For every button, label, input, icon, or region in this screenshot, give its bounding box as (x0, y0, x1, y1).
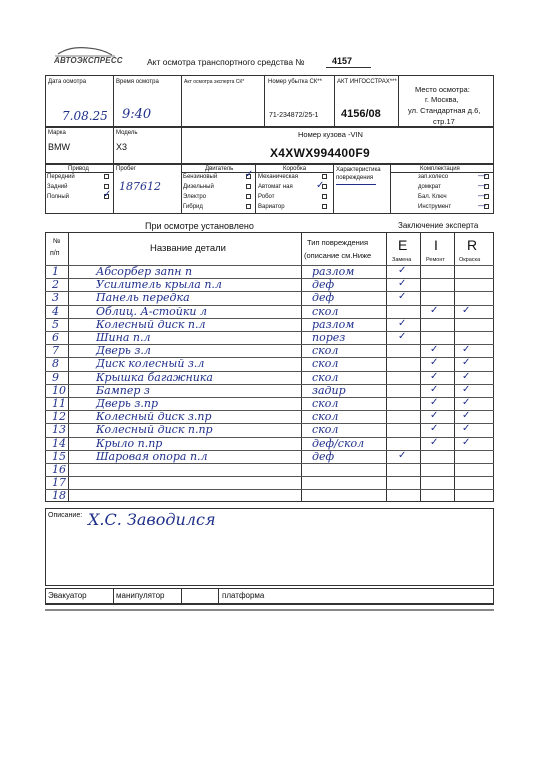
damage-char-underline (336, 184, 376, 185)
num-header-1: № (53, 238, 61, 245)
row-damage-type: деф (312, 450, 335, 463)
logo (50, 44, 123, 66)
row-damage-type: задир (312, 384, 346, 397)
row-number: 3 (52, 291, 59, 304)
row-divider (45, 476, 494, 477)
row-part-name: Абсорбер запн п (96, 265, 193, 278)
model-label: Модель (116, 130, 138, 136)
logo-text: АВТОЭКСПРЕСС (54, 56, 123, 65)
row-check-e-icon: ✓ (398, 450, 407, 461)
engine-diesel: Дизельный (183, 184, 214, 190)
engine-petrol-check-icon: ✓ (245, 169, 254, 180)
row-damage-type: скол (312, 344, 339, 357)
row-damage-type: скол (312, 397, 339, 410)
row-check-i-icon: ✓ (430, 410, 439, 421)
row-damage-type: деф/скол (312, 437, 365, 450)
row-check-i-icon: ✓ (430, 397, 439, 408)
row-part-name: Дверь з.пр (96, 397, 159, 410)
mileage-label: Пробег (116, 166, 136, 172)
row-number: 14 (52, 437, 66, 450)
inspection-time-label: Время осмотра (116, 79, 159, 85)
row-part-name: Крышка багажника (96, 371, 213, 384)
row-number: 10 (52, 384, 66, 397)
row-check-r-icon: ✓ (462, 410, 471, 421)
gearbox-automatic-check-icon: ✓ (316, 180, 325, 191)
platform-label: платформа (222, 591, 265, 600)
place-label: Место осмотра: (415, 85, 470, 94)
sub-paint: Окраска (459, 257, 481, 263)
row-divider (45, 489, 494, 490)
row-damage-type: разлом (312, 265, 355, 278)
row-check-r-icon: ✓ (462, 344, 471, 355)
row-number: 13 (52, 423, 66, 436)
row-check-i-icon: ✓ (430, 423, 439, 434)
inspection-date-value: 7.08.25 (62, 109, 108, 123)
row-check-r-icon: ✓ (462, 371, 471, 382)
row-part-name: Усилитель крыла п.л (96, 278, 222, 291)
place-line-1: г. Москва, (425, 95, 459, 104)
place-line-3: стр.17 (433, 117, 455, 126)
row-divider (45, 463, 494, 464)
row-part-name: Колесный диск з.пр (96, 410, 212, 423)
engine-electric-checkbox[interactable] (246, 194, 251, 199)
row-check-i-icon: ✓ (430, 437, 439, 448)
row-check-r-icon: ✓ (462, 397, 471, 408)
equipment-spare-wheel: зап.колесо (418, 174, 449, 180)
manipulator-label: манипулятор (116, 591, 165, 600)
row-check-r-icon: ✓ (462, 305, 471, 316)
num-header-2: п/п (50, 250, 60, 257)
row-check-e-icon: ✓ (398, 265, 407, 276)
row-number: 16 (52, 463, 66, 476)
drive-full: Полный (47, 194, 69, 200)
equipment-wheel-wrench: Бал. Ключ (418, 194, 447, 200)
engine-electric: Электро (183, 194, 207, 200)
vin-value: X4XWX994400F9 (270, 146, 370, 160)
row-number: 7 (52, 344, 59, 357)
description-label: Описание: (48, 512, 83, 519)
engine-petrol: Бензиновый (183, 174, 218, 180)
row-check-i-icon: ✓ (430, 305, 439, 316)
row-part-name: Дверь з.л (96, 344, 151, 357)
row-check-r-icon: ✓ (462, 423, 471, 434)
gearbox-automatic: Автомат ная (258, 184, 293, 190)
gearbox-robot-checkbox[interactable] (322, 194, 327, 199)
expert-title: Заключение эксперта (398, 221, 479, 230)
row-check-e-icon: ✓ (398, 291, 407, 302)
row-part-name: Колесный диск п.пр (96, 423, 213, 436)
row-check-i-icon: ✓ (430, 384, 439, 395)
row-part-name: Шина п.л (96, 331, 151, 344)
row-part-name: Шаровая опора п.л (96, 450, 208, 463)
gearbox-robot: Робот (258, 194, 275, 200)
drive-full-check-icon: ✓ (103, 189, 112, 200)
row-part-name: Диск колесный з.л (96, 357, 205, 370)
section-title: При осмотре установлено (145, 221, 254, 231)
sub-replace: Замена (392, 257, 412, 263)
row-number: 17 (52, 476, 66, 489)
row-number: 4 (52, 305, 59, 318)
row-damage-type: деф (312, 291, 335, 304)
drive-front-checkbox[interactable] (104, 174, 109, 179)
row-part-name: Крыло п.пр (96, 437, 163, 450)
row-number: 2 (52, 278, 59, 291)
gearbox-label: Коробка (283, 166, 307, 172)
mileage-value: 187612 (119, 180, 161, 193)
claim-number-label: Номер убытка СК** (268, 79, 322, 85)
row-part-name: Панель передка (96, 291, 190, 304)
row-number: 18 (52, 489, 66, 502)
engine-diesel-checkbox[interactable] (246, 184, 251, 189)
row-damage-type: скол (312, 305, 339, 318)
ingosstrakh-act: 4156/08 (341, 108, 381, 120)
row-number: 1 (52, 265, 59, 278)
row-damage-type: разлом (312, 318, 355, 331)
drive-rear: Задний (47, 184, 68, 190)
damage-char-label-2: повреждения (336, 175, 374, 181)
inspection-time-value: 9:40 (122, 107, 152, 122)
row-number: 9 (52, 371, 59, 384)
col-r-header: R (467, 237, 478, 253)
row-part-name: Колесный диск п.л (96, 318, 206, 331)
damage-header-1: Тип повреждения (307, 238, 369, 247)
equipment-spare-wheel-dash-icon: — (478, 171, 486, 180)
row-check-r-icon: ✓ (462, 357, 471, 368)
row-check-e-icon: ✓ (398, 278, 407, 289)
row-number: 15 (52, 450, 66, 463)
row-check-i-icon: ✓ (430, 344, 439, 355)
inspection-date-label: Дата осмотра (48, 79, 87, 85)
row-check-r-icon: ✓ (462, 437, 471, 448)
gearbox-cvt-checkbox[interactable] (322, 204, 327, 209)
row-damage-type: скол (312, 371, 339, 384)
row-damage-type: скол (312, 410, 339, 423)
engine-label: Двигатель (205, 166, 234, 172)
equipment-jack: домкрат (418, 184, 441, 190)
footer-cut-line (45, 609, 494, 611)
description-value: Х.С. Заводился (88, 510, 216, 529)
page-title: Акт осмотра транспортного средства № (147, 57, 305, 67)
engine-hybrid: Гибрид (183, 204, 203, 210)
row-number: 5 (52, 318, 59, 331)
row-number: 12 (52, 410, 66, 423)
row-check-e-icon: ✓ (398, 318, 407, 329)
row-number: 6 (52, 331, 59, 344)
ingosstrakh-act-label: АКТ ИНГОССТРАХ*** (337, 79, 397, 85)
row-check-r-icon: ✓ (462, 384, 471, 395)
claim-number: 71-234872/25-1 (269, 112, 319, 119)
drive-label: Привод (68, 166, 89, 172)
act-number: 4157 (332, 56, 353, 66)
equipment-wheel-wrench-dash-icon: — (478, 191, 486, 200)
row-number: 8 (52, 357, 59, 370)
engine-hybrid-checkbox[interactable] (246, 204, 251, 209)
equipment-tools: Инструмент (418, 204, 452, 210)
row-check-e-icon: ✓ (398, 331, 407, 342)
brand-label: Марка (48, 130, 66, 136)
evacuator-label: Эвакуатор (48, 591, 87, 600)
row-check-i-icon: ✓ (430, 357, 439, 368)
row-part-name: Бампер з (96, 384, 150, 397)
col-e-header: E (398, 237, 408, 253)
row-damage-type: порез (312, 331, 346, 344)
gearbox-manual-checkbox[interactable] (322, 174, 327, 179)
row-damage-type: скол (312, 423, 339, 436)
damage-char-label-1: Характеристика (336, 167, 381, 173)
gearbox-manual: Механическая (258, 174, 299, 180)
row-part-name: Облиц. А-стойки л (96, 305, 207, 318)
model-value: X3 (116, 142, 128, 152)
drive-front: Передний (47, 174, 75, 180)
place-line-2: ул. Стандартная д.6, (408, 106, 481, 115)
equipment-tools-dash-icon: — (478, 201, 486, 210)
row-damage-type: скол (312, 357, 339, 370)
sub-repair: Ремонт (426, 257, 445, 263)
gearbox-cvt: Вариатор (258, 204, 285, 210)
expert-act-label: Акт осмотра эксперта СК* (184, 79, 245, 85)
equipment-label: Комплектация (420, 166, 460, 172)
brand-value: BMW (48, 142, 70, 152)
col-i-header: I (434, 237, 438, 253)
equipment-jack-dash-icon: — (478, 181, 486, 190)
part-header: Название детали (150, 243, 226, 254)
row-number: 11 (52, 397, 66, 410)
row-check-i-icon: ✓ (430, 371, 439, 382)
vin-label: Номер кузова -VIN (298, 130, 363, 139)
damage-header-2: (описание см.Ниже (304, 251, 372, 260)
row-damage-type: деф (312, 278, 335, 291)
